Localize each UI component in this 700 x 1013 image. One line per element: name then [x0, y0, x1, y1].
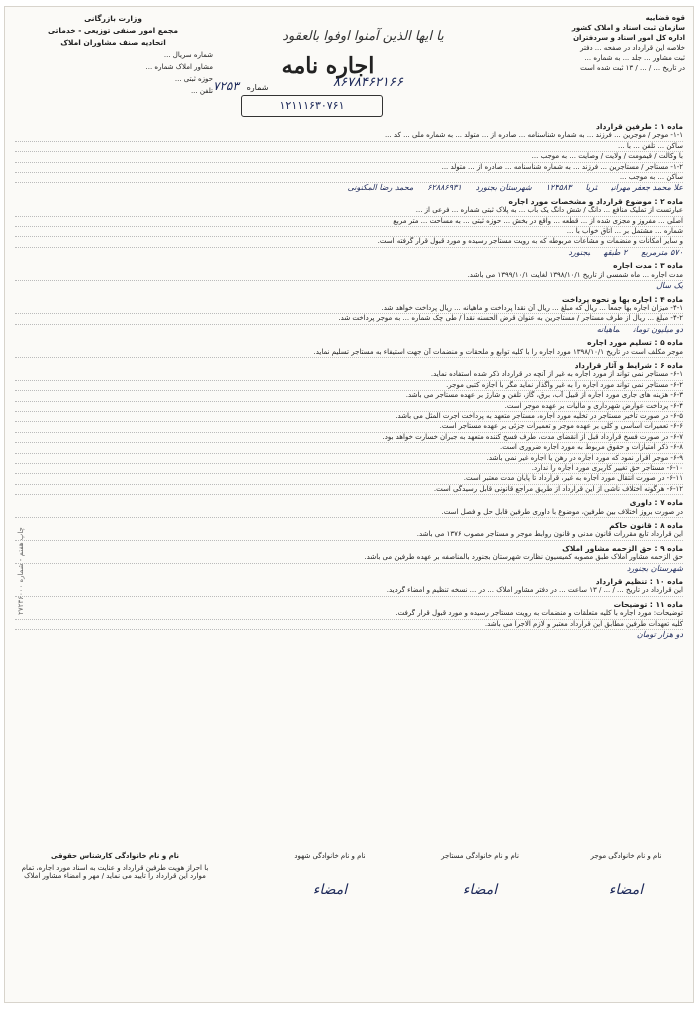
- handwritten-fill: ثریا: [585, 183, 598, 193]
- document-number: [213, 79, 268, 93]
- header-right-line: اداره کل امور اسناد و سردفتران: [573, 34, 685, 42]
- clause-line: توضیحات: مورد اجاره با کلیه متعلقات و منضمات به رویت مستاجر رسیده و مورد قبول قرار گرفت.: [15, 609, 683, 619]
- clause-line: شماره ... مشتمل بر ... اتاق خواب با ...: [15, 227, 683, 237]
- clause-line: این قرارداد تابع مقررات قانون مدنی و قانون روابط موجر و مستاجر مصوب ۱۳۷۶ می باشد.: [15, 530, 683, 540]
- handwritten-fill: دو میلیون تومان: [633, 324, 683, 334]
- signature-label: نام و نام خانوادگی شهود: [294, 852, 366, 860]
- signature-witness: [275, 852, 385, 898]
- clause-line: ۶-۲- مستاجر نمی تواند مورد اجاره را به غیر واگذار نماید مگر با اجازه کتبی موجر.: [15, 381, 683, 391]
- header-right-line: در تاریخ ... / ... / ۱۳ ثبت شده است: [580, 64, 685, 72]
- lease-document: [4, 6, 694, 1003]
- clause-line: ساکن ... به موجب ...: [15, 173, 683, 183]
- section-title: ماده ۱۱ : توضیحات: [613, 599, 683, 609]
- section-title: ماده ۷ : داوری: [629, 498, 683, 508]
- clause-line: ۶-۹- موجر اقرار نمود که مورد اجاره در رهن یا اجاره غیر نمی باشد.: [15, 454, 683, 464]
- header-right-line: سازمان ثبت اسناد و املاک کشور: [571, 24, 685, 32]
- tracking-id-top: ۸۶۷۸۴۶۲۱۶۶: [333, 75, 403, 90]
- handwritten-fills: [15, 248, 683, 258]
- handwritten-fill: ماهیانه: [596, 324, 620, 334]
- handwritten-fill: شهرستان بجنورد: [626, 563, 683, 573]
- handwritten-fills: [15, 325, 683, 335]
- clause-line: عبارتست از تملیک منافع ... دانگ / شش دانگ یک باب ... به پلاک ثبتی شماره ... فرعی از ...: [15, 206, 683, 216]
- document-number-value: ۷۲۵۳: [213, 79, 239, 93]
- signature-scribble: امضاء: [312, 882, 348, 898]
- clause-line: ۶-۱- مستاجر نمی تواند از مورد اجاره به غیر از آنچه در قرارداد ذکر شده استفاده نماید.: [15, 370, 683, 380]
- clause-line: ۶-۱۱- در صورت انتقال مورد اجاره به غیر، قرارداد تا پایان مدت معتبر است.: [15, 474, 683, 484]
- document-header: [13, 13, 685, 108]
- signature-label: نام و نام خانوادگی موجر: [590, 852, 662, 860]
- header-right-line: ثبت مشاور ... جلد ... به شماره ...: [584, 54, 685, 62]
- section-title: ماده ۴ : اجاره بها و نحوه پرداخت: [562, 294, 683, 304]
- signature-scribble: امضاء: [608, 882, 644, 898]
- clause-line: کلیه تعهدات طرفین مطابق این قرارداد معتبر و لازم الاجرا می باشد.: [15, 620, 683, 630]
- header-left-block: [13, 13, 213, 97]
- page-title: اجاره نامه: [281, 53, 375, 79]
- signature-header: نام و نام خانوادگی کارشناس حقوقی: [50, 852, 180, 860]
- clause-line: ۶-۴- پرداخت عوارض شهرداری و مالیات بر عهده موجر است.: [15, 402, 683, 412]
- header-left-line: مجمع امور صنفی توزیعی - خدماتی: [48, 26, 178, 35]
- handwritten-fill: ۶۲۸۸۶۹۳۱: [427, 183, 462, 193]
- handwritten-fills: [15, 564, 683, 574]
- section-title: ماده ۹ : حق الزحمه مشاور املاک: [562, 543, 683, 553]
- document-body: [15, 119, 683, 962]
- section-title: ماده ۸ : قانون حاکم: [609, 521, 683, 531]
- handwritten-fill: بجنورد: [568, 247, 590, 257]
- side-note: چاپ هفتم - شماره ۲۷۲۳۶۰۰۰: [16, 527, 25, 615]
- section-title: ماده ۶ : شرایط و آثار قرارداد: [574, 360, 683, 370]
- clause-line: این قرارداد در تاریخ ... / ... / ۱۳ ساعت ... در دفتر مشاور املاک ... در ... نسخه تنظیم و امضاء گردید.: [15, 586, 683, 596]
- clause-line: اصلی ... مفروز و مجزی شده از ... قطعه ... واقع در بخش ... حوزه ثبتی ... به مساحت ... متر مربع: [15, 217, 683, 227]
- basmala: یا ایها الذین آمنوا اوفوا بالعقود: [282, 29, 444, 44]
- signature-area: [13, 852, 685, 972]
- handwritten-fills: [15, 281, 683, 291]
- clause-line: ساکن ... تلفن ... با ...: [15, 142, 683, 152]
- header-left-line: مشاور املاک شماره ...: [145, 63, 213, 71]
- handwritten-fill: ۵۷۰ مترمربع: [641, 247, 683, 257]
- clause-line: ۶-۱۲- هرگونه اختلاف ناشی از این قرارداد از طریق مراجع قانونی قابل رسیدگی است.: [15, 485, 683, 495]
- clause-line: موجر مکلف است در تاریخ ۱۳۹۸/۱۰/۱ مورد اجاره را با کلیه توابع و ملحقات و منضمات آن جهت استیفاء به مستاجر تسلیم نماید.: [15, 348, 683, 358]
- signature-label: با احراز هویت طرفین قرارداد و عنایت به اسناد مورد اجاره، تمام موارد این قرارداد را تایید می نماید / مهر و امضاء مشاور املاک: [21, 864, 209, 880]
- clause-line: حق الزحمه مشاور املاک طبق مصوبه کمیسیون نظارت شهرستان بجنورد بالمناصفه بر عهده طرفین می باشد.: [15, 553, 683, 563]
- signature-agent: [15, 852, 215, 880]
- header-right-line: قوه قضاییه: [645, 14, 685, 22]
- section-title: ماده ۲ : موضوع قرارداد و مشخصات مورد اجاره: [508, 196, 683, 206]
- clause-line: ۴-۱- میزان اجاره بها جمعاً ... ریال که مبلغ ... ریال آن نقداً پرداخت و ماهیانه ... ریال پرداخت خواهد شد.: [15, 304, 683, 314]
- clause-line: ۶-۶- تعمیرات اساسی و کلی بر عهده موجر و تعمیرات جزئی بر عهده مستاجر است.: [15, 422, 683, 432]
- handwritten-fills: [15, 183, 683, 193]
- clause-line: ۱-۱- موجر / موجرین ... فرزند ... به شماره شناسنامه ... صادره از ... متولد ... به شماره ملی ... کد ...: [15, 131, 683, 141]
- section-title: ماده ۱۰ : تنظیم قرارداد: [595, 577, 683, 587]
- clause-line: در صورت بروز اختلاف بین طرفین، موضوع با داوری طرفین قابل حل و فصل است.: [15, 508, 683, 518]
- clause-line: ۶-۸- ذکر امتیازات و حقوق مربوط به مورد اجاره ضروری است.: [15, 443, 683, 453]
- clause-line: ۶-۳- هزینه های جاری مورد اجاره از قبیل آب، برق، گاز، تلفن و شارژ بر عهده مستاجر می باشد.: [15, 391, 683, 401]
- handwritten-fill: ۲ طبقه: [603, 247, 628, 257]
- header-right-line: خلاصه این قرارداد در صفحه ... دفتر: [580, 44, 685, 52]
- header-left-line: وزارت بازرگانی: [84, 14, 142, 23]
- section-title: ماده ۱ : طرفین قرارداد: [596, 122, 683, 131]
- clause-line: ۶-۷- در صورت فسخ قرارداد قبل از انقضای مدت، طرف فسخ کننده متعهد به جبران خسارت خواهد بود.: [15, 433, 683, 443]
- tracking-id-box: ۱۲۱۱۱۶۳۰۷۶۱: [241, 95, 383, 117]
- signature-scribble: امضاء: [462, 882, 498, 898]
- handwritten-fill: شهرستان بجنورد: [475, 183, 532, 193]
- signature-lessor: [571, 852, 681, 898]
- handwritten-fill: یک سال: [656, 281, 683, 291]
- signature-lessee: [425, 852, 535, 898]
- clause-line: ۱-۲- مستاجر / مستاجرین ... فرزند ... به شماره شناسنامه ... صادره از ... متولد ...: [15, 163, 683, 173]
- section-title: ماده ۳ : مدت اجاره: [613, 261, 683, 271]
- header-left-line: تلفن ...: [190, 87, 213, 95]
- header-left-line: اتحادیه صنف مشاوران املاک: [60, 38, 166, 47]
- handwritten-fill: دو هزار تومان: [636, 630, 683, 640]
- signature-label: نام و نام خانوادگی مستاجر: [441, 852, 519, 860]
- section-title: ماده ۵ : تسلیم مورد اجاره: [587, 338, 683, 348]
- header-left-line: حوزه ثبتی ...: [174, 75, 213, 83]
- handwritten-fill: ۱۲۴۵۸۳: [545, 183, 572, 193]
- clause-line: ۶-۵- در صورت تاخیر مستاجر در تخلیه مورد اجاره، مستاجر متعهد به پرداخت اجرت المثل می باشد.: [15, 412, 683, 422]
- document-number-label: شماره: [246, 83, 269, 92]
- handwritten-fills: [15, 630, 683, 640]
- clause-line: ۴-۲- مبلغ ... ریال از طرف مستاجر / مستاجرین به عنوان قرض الحسنه نقداً / طی چک شماره ... به موجر پرداخت شد.: [15, 314, 683, 324]
- handwritten-fill: محمد رضا المکنونی: [347, 183, 414, 193]
- header-left-line: شماره سریال ...: [163, 51, 213, 59]
- clause-line: ۶-۱۰- مستاجر حق تغییر کاربری مورد اجاره را ندارد.: [15, 464, 683, 474]
- clause-line: مدت اجاره ... ماه شمسی از تاریخ ۱۳۹۸/۱۰/۱ لغایت ۱۳۹۹/۱۰/۱ می باشد.: [15, 271, 683, 281]
- clause-line: با وکالت / قیمومت / ولایت / وصایت ... به موجب ...: [15, 152, 683, 162]
- handwritten-fill: علا محمد جعفر مهرانی: [611, 183, 683, 193]
- clause-line: و سایر امکانات و منضمات و مشاعات مربوطه که به رویت مستاجر رسیده و مورد قبول قرار گرفته است.: [15, 237, 683, 247]
